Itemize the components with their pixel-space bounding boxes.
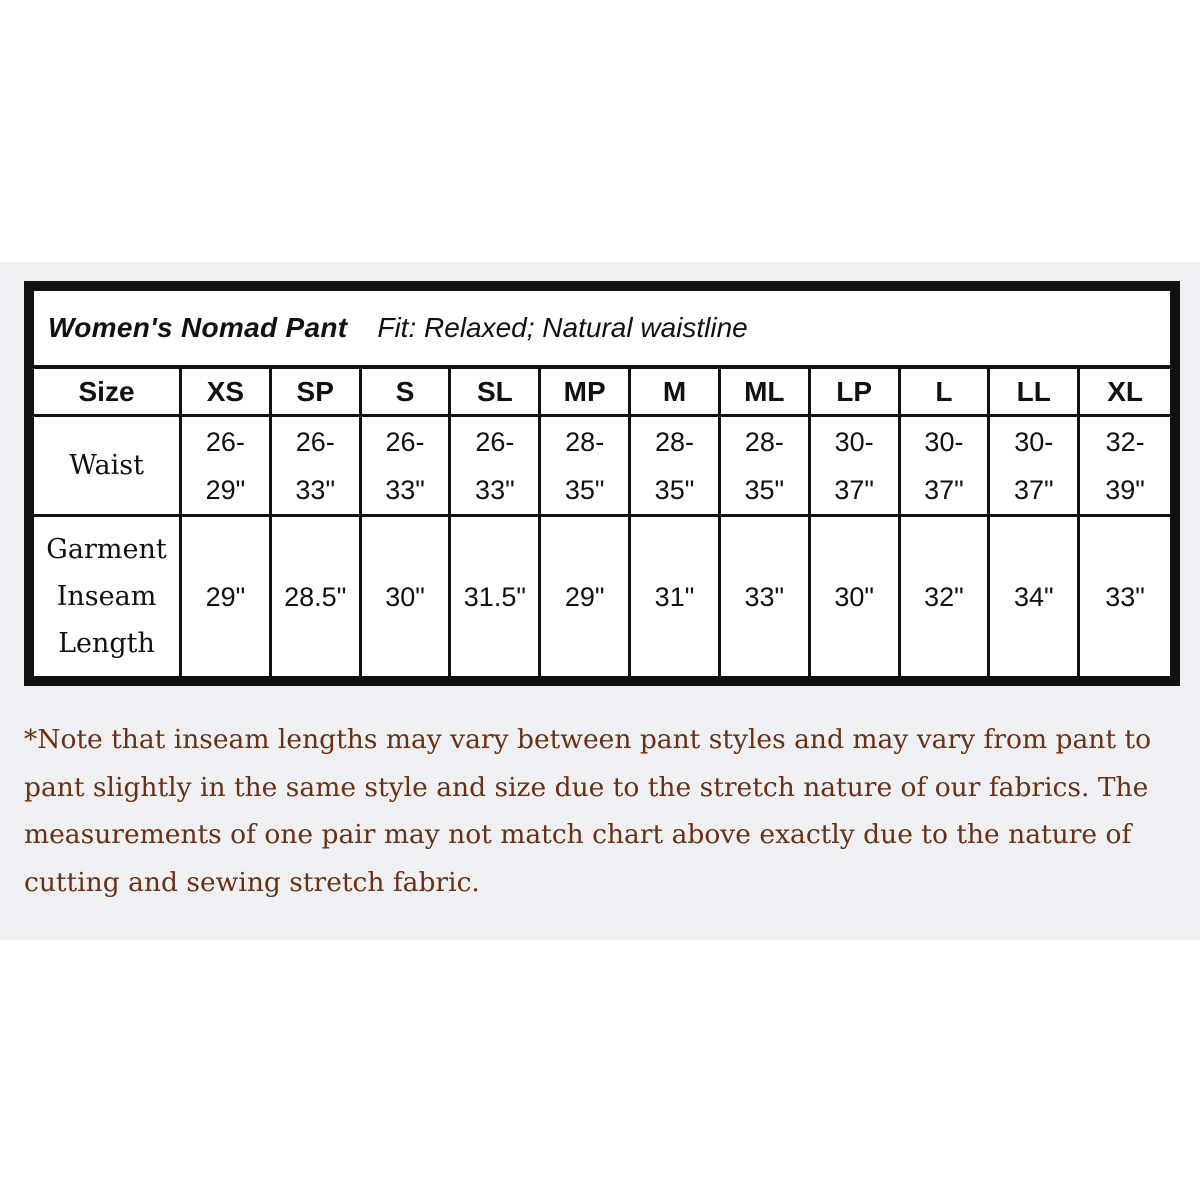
- table-cell: 28- 35": [541, 417, 631, 517]
- size-header-sp: SP: [272, 369, 362, 417]
- size-header-xl: XL: [1080, 369, 1170, 417]
- table-title-row: [34, 291, 1170, 369]
- table-cell: 28- 35": [631, 417, 721, 517]
- size-header-m: M: [631, 369, 721, 417]
- table-cell: 32": [901, 517, 991, 676]
- table-cell: 30": [811, 517, 901, 676]
- table-cell: 26- 33": [451, 417, 541, 517]
- table-cell: 30- 37": [811, 417, 901, 517]
- table-cell: 31": [631, 517, 721, 676]
- size-header-mp: MP: [541, 369, 631, 417]
- table-cell: 33": [721, 517, 811, 676]
- size-header-ml: ML: [721, 369, 811, 417]
- size-header-ll: LL: [990, 369, 1080, 417]
- size-chart-panel: [0, 262, 1200, 940]
- table-cell: 30- 37": [990, 417, 1080, 517]
- table-cell: 30- 37": [901, 417, 991, 517]
- size-header-l: L: [901, 369, 991, 417]
- table-cell: 31.5": [451, 517, 541, 676]
- fit-note: *Note that inseam lengths may vary between pant styles and may vary from pant to pant slightly in the same style and size due to the stretch nature of our fabrics. The measurements of one pair may not match chart above exactly due to the nature of cutting and sewing stretch fabric.: [24, 724, 1152, 898]
- row-label: Waist: [34, 417, 182, 517]
- row-label: Garment Inseam Length: [34, 517, 182, 676]
- table-cell: 32- 39": [1080, 417, 1170, 517]
- size-header-sl: SL: [451, 369, 541, 417]
- size-header-label: Size: [34, 369, 182, 417]
- table-cell: 26- 33": [272, 417, 362, 517]
- product-name: Women's Nomad Pant: [48, 312, 348, 343]
- table-cell: 26- 29": [182, 417, 272, 517]
- size-header-lp: LP: [811, 369, 901, 417]
- table-cell: 29": [541, 517, 631, 676]
- table-cell: 29": [182, 517, 272, 676]
- fit-description: Fit: Relaxed; Natural waistline: [377, 312, 748, 343]
- table-cell: 34": [990, 517, 1080, 676]
- size-grid: [34, 369, 1170, 676]
- size-header-xs: XS: [182, 369, 272, 417]
- size-chart-table: [24, 281, 1180, 686]
- table-cell: 30": [362, 517, 452, 676]
- table-cell: 28- 35": [721, 417, 811, 517]
- table-cell: 28.5": [272, 517, 362, 676]
- table-cell: 33": [1105, 581, 1145, 612]
- table-cell: 26- 33": [362, 417, 452, 517]
- size-header-s: S: [362, 369, 452, 417]
